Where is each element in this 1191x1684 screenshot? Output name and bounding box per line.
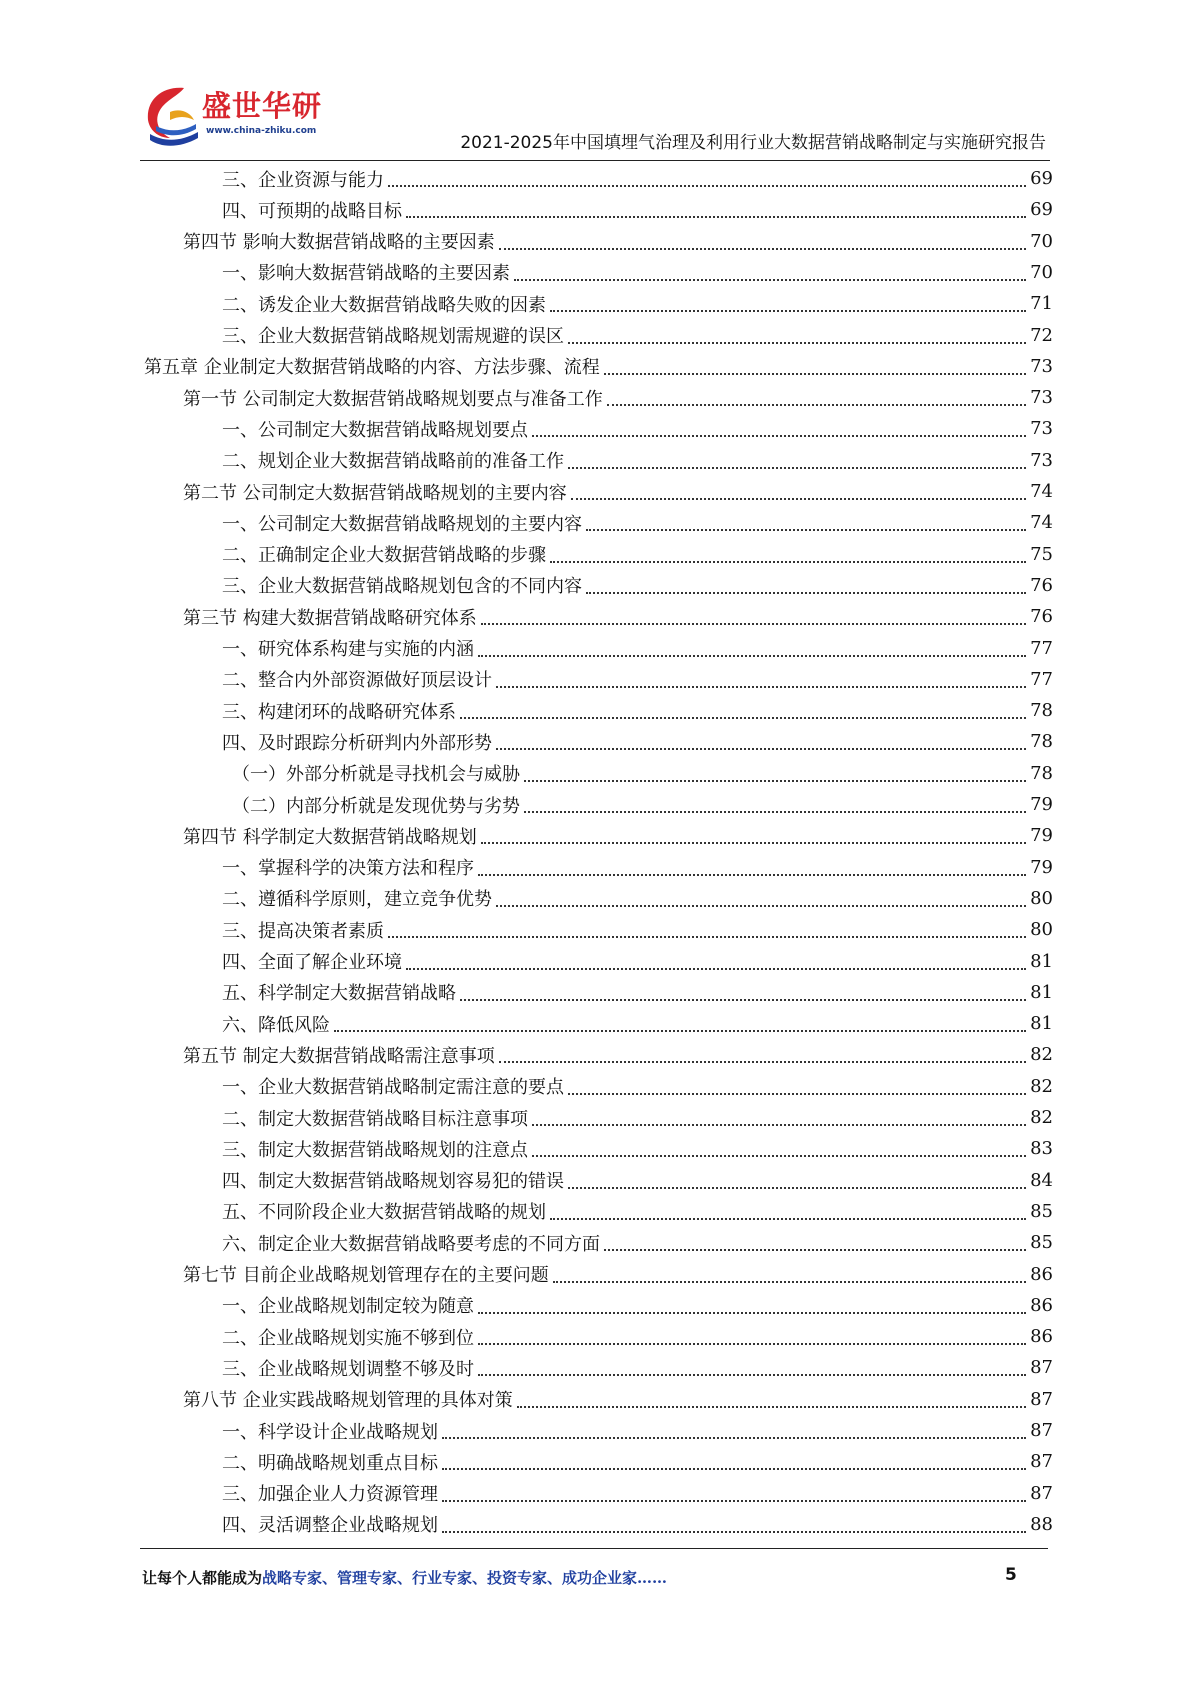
toc-dot-leader	[550, 309, 1026, 312]
toc-entry[interactable]	[0, 539, 1191, 570]
toc-entry-title: 三、企业大数据营销战略规划需规避的误区	[222, 326, 564, 347]
toc-entry[interactable]	[0, 445, 1191, 476]
toc-entry[interactable]	[0, 1008, 1191, 1039]
toc-entry-title: 二、整合内外部资源做好顶层设计	[222, 670, 492, 692]
toc-entry-title: 一、掌握科学的决策方法和程序	[222, 858, 474, 880]
toc-dot-leader	[550, 560, 1026, 563]
toc-entry[interactable]	[0, 633, 1191, 664]
toc-entry[interactable]	[0, 413, 1191, 444]
toc-entry-title: 二、诱发企业大数据营销战略失败的因素	[222, 294, 546, 316]
toc-entry-title: 一、公司制定大数据营销战略规划的主要内容	[222, 513, 582, 535]
toc-entry[interactable]	[0, 320, 1191, 351]
toc-dot-leader	[568, 341, 1026, 344]
toc-dot-leader	[553, 1280, 1026, 1283]
toc-entry-title: 三、制定大数据营销战略规划的注意点	[222, 1139, 528, 1161]
toc-entry-page: 80	[1030, 887, 1053, 909]
toc-dot-leader	[460, 998, 1026, 1001]
toc-entry-title: 第三节 构建大数据营销战略研究体系	[183, 607, 477, 629]
toc-entry-page: 87	[1030, 1357, 1053, 1379]
toc-entry[interactable]	[0, 1321, 1191, 1352]
toc-entry[interactable]	[0, 1415, 1191, 1446]
toc-entry-title: 三、企业资源与能力	[222, 169, 384, 191]
toc-entry-title: 第五节 制定大数据营销战略需注意事项	[183, 1045, 495, 1067]
toc-dot-leader	[604, 1248, 1026, 1251]
toc-entry-page: 86	[1030, 1294, 1053, 1316]
toc-entry-page: 73	[1030, 355, 1053, 377]
toc-entry-title: 第四节 科学制定大数据营销战略规划	[183, 826, 477, 848]
toc-entry[interactable]	[0, 257, 1191, 288]
toc-dot-leader	[481, 622, 1026, 625]
toc-entry-page: 86	[1030, 1326, 1053, 1348]
toc-entry[interactable]	[0, 1352, 1191, 1383]
slogan-suffix: ……	[637, 1569, 668, 1587]
toc-entry-page: 69	[1030, 199, 1053, 221]
toc-entry-title: 第七节 目前企业战略规划管理存在的主要问题	[183, 1265, 549, 1286]
toc-entry-title: 第二节 公司制定大数据营销战略规划的主要内容	[183, 482, 567, 504]
toc-entry-page: 83	[1030, 1138, 1053, 1160]
toc-entry[interactable]	[0, 1039, 1191, 1070]
toc-entry[interactable]	[0, 946, 1191, 977]
toc-entry-title: 三、企业大数据营销战略规划包含的不同内容	[222, 576, 582, 598]
toc-entry[interactable]	[0, 351, 1191, 382]
toc-dot-leader	[499, 247, 1026, 250]
toc-dot-leader	[586, 591, 1026, 594]
toc-dot-leader	[496, 904, 1026, 907]
toc-entry-page: 72	[1030, 324, 1053, 346]
toc-dot-leader	[478, 1373, 1026, 1376]
toc-entry[interactable]	[0, 1478, 1191, 1509]
toc-entry-page: 81	[1030, 981, 1053, 1003]
toc-entry-title: 一、影响大数据营销战略的主要因素	[222, 263, 510, 285]
report-title: 2021-2025年中国填埋气治理及利用行业大数据营销战略制定与实施研究报告	[460, 133, 1046, 153]
toc-entry[interactable]	[0, 1446, 1191, 1477]
toc-entry[interactable]	[0, 1071, 1191, 1102]
toc-entry-page: 79	[1030, 856, 1053, 878]
toc-entry[interactable]	[0, 1102, 1191, 1133]
toc-dot-leader	[586, 528, 1026, 531]
company-logo	[140, 82, 330, 154]
toc-entry[interactable]	[0, 288, 1191, 319]
toc-entry[interactable]	[0, 570, 1191, 601]
toc-entry-page: 78	[1030, 731, 1053, 753]
toc-entry[interactable]	[0, 726, 1191, 757]
toc-entry[interactable]	[0, 1259, 1191, 1290]
toc-entry[interactable]	[0, 601, 1191, 632]
toc-dot-leader	[388, 184, 1026, 187]
toc-dot-leader	[532, 434, 1026, 437]
toc-entry-page: 73	[1030, 418, 1053, 440]
toc-entry[interactable]	[0, 1290, 1191, 1321]
toc-entry-title: 一、科学设计企业战略规划	[222, 1421, 438, 1443]
toc-entry[interactable]	[0, 1384, 1191, 1415]
toc-entry-page: 81	[1030, 1013, 1053, 1035]
toc-dot-leader	[478, 1342, 1026, 1345]
toc-entry-page: 77	[1030, 668, 1053, 690]
toc-entry-title: 三、企业战略规划调整不够及时	[222, 1358, 474, 1380]
toc-entry-page: 81	[1030, 950, 1053, 972]
toc-entry-title: 六、制定企业大数据营销战略要考虑的不同方面	[222, 1233, 600, 1255]
toc-entry[interactable]	[0, 820, 1191, 851]
toc-entry-title: 一、研究体系构建与实施的内涵	[222, 639, 474, 660]
toc-entry-title: 三、构建闭环的战略研究体系	[222, 701, 456, 723]
page-header	[0, 0, 1191, 160]
toc-entry[interactable]	[0, 476, 1191, 507]
toc-entry-page: 88	[1030, 1513, 1053, 1535]
toc-entry-page: 78	[1030, 762, 1053, 784]
toc-dot-leader	[460, 716, 1026, 719]
brand-url: www.china-zhiku.com	[206, 126, 317, 136]
toc-dot-leader	[568, 466, 1026, 469]
toc-entry[interactable]	[0, 1196, 1191, 1227]
toc-entry[interactable]	[0, 382, 1191, 413]
brand-name: 盛世华研	[202, 89, 323, 123]
toc-dot-leader	[532, 1154, 1026, 1157]
toc-entry-page: 75	[1030, 543, 1053, 565]
toc-dot-leader	[524, 779, 1026, 782]
toc-entry-title: 二、遵循科学原则，建立竞争优势	[222, 889, 492, 911]
toc-entry-title: 一、公司制定大数据营销战略规划要点	[222, 419, 528, 441]
toc-entry-page: 70	[1030, 261, 1053, 283]
toc-entry-title: 二、企业战略规划实施不够到位	[222, 1327, 474, 1349]
toc-entry-page: 73	[1030, 449, 1053, 471]
toc-entry-title: 一、企业大数据营销战略制定需注意的要点	[222, 1077, 564, 1099]
toc-entry[interactable]	[0, 1165, 1191, 1196]
toc-dot-leader	[478, 873, 1026, 876]
toc-entry-title: （一）外部分析就是寻找机会与威胁	[232, 764, 520, 786]
toc-entry-title: 第八节 企业实践战略规划管理的具体对策	[183, 1390, 513, 1412]
toc-entry[interactable]	[0, 507, 1191, 538]
toc-entry-title: 二、明确战略规划重点目标	[222, 1452, 438, 1474]
toc-entry-title: 一、企业战略规划制定较为随意	[222, 1296, 474, 1318]
toc-dot-leader	[442, 1499, 1026, 1502]
toc-dot-leader	[568, 1186, 1026, 1189]
toc-entry[interactable]	[0, 695, 1191, 726]
toc-entry-title: 四、全面了解企业环境	[222, 952, 402, 973]
toc-dot-leader	[406, 967, 1026, 970]
toc-entry-page: 87	[1030, 1388, 1053, 1410]
toc-dot-leader	[478, 654, 1026, 657]
toc-entry[interactable]	[0, 194, 1191, 225]
footer-divider	[140, 1548, 1048, 1549]
toc-entry[interactable]	[0, 789, 1191, 820]
toc-entry-title: 二、正确制定企业大数据营销战略的步骤	[222, 545, 546, 567]
toc-dot-leader	[517, 1405, 1026, 1408]
toc-entry-title: 二、制定大数据营销战略目标注意事项	[222, 1108, 528, 1130]
toc-entry-page: 87	[1030, 1482, 1053, 1504]
toc-entry[interactable]	[0, 852, 1191, 883]
toc-dot-leader	[571, 497, 1026, 500]
toc-entry-title: 四、灵活调整企业战略规划	[222, 1515, 438, 1537]
toc-entry-page: 70	[1030, 230, 1053, 252]
toc-entry-title: 六、降低风险	[222, 1014, 330, 1036]
toc-entry-title: （二）内部分析就是发现优势与劣势	[232, 795, 520, 817]
toc-entry-page: 82	[1030, 1044, 1053, 1066]
toc-entry-page: 85	[1030, 1200, 1053, 1222]
toc-entry-page: 77	[1030, 637, 1053, 659]
toc-dot-leader	[524, 810, 1026, 813]
toc-dot-leader	[496, 747, 1026, 750]
toc-entry-title: 四、可预期的战略目标	[222, 200, 402, 222]
toc-entry-page: 84	[1030, 1169, 1053, 1191]
toc-entry-page: 80	[1030, 919, 1053, 941]
slogan-prefix: 让每个人都能成为	[142, 1569, 263, 1587]
toc-entry-page: 73	[1030, 387, 1053, 409]
toc-entry[interactable]	[0, 163, 1191, 194]
toc-dot-leader	[406, 215, 1026, 218]
logo-emblem-icon	[140, 82, 204, 152]
toc-entry-page: 87	[1030, 1451, 1053, 1473]
toc-entry-title: 五、不同阶段企业大数据营销战略的规划	[222, 1202, 546, 1224]
toc-entry[interactable]	[0, 977, 1191, 1008]
toc-entry-page: 79	[1030, 825, 1053, 847]
toc-dot-leader	[532, 1123, 1026, 1126]
header-divider	[140, 160, 1050, 161]
toc-entry[interactable]	[0, 914, 1191, 945]
toc-entry-page: 74	[1030, 512, 1053, 534]
toc-entry-title: 三、加强企业人力资源管理	[222, 1484, 438, 1506]
toc-entry-page: 76	[1030, 574, 1053, 596]
toc-entry[interactable]	[0, 758, 1191, 789]
toc-entry-title: 四、及时跟踪分析研判内外部形势	[222, 732, 492, 754]
slogan-highlight: 战略专家、管理专家、行业专家、投资专家、成功企业家	[262, 1569, 638, 1587]
toc-dot-leader	[481, 841, 1026, 844]
toc-entry[interactable]	[0, 883, 1191, 914]
toc-entry[interactable]	[0, 1509, 1191, 1540]
toc-dot-leader	[442, 1467, 1026, 1470]
footer-slogan	[142, 1567, 667, 1588]
toc-dot-leader	[499, 1060, 1026, 1063]
toc-dot-leader	[607, 403, 1026, 406]
toc-entry-page: 85	[1030, 1232, 1053, 1254]
toc-entry-page: 82	[1030, 1075, 1053, 1097]
toc-entry[interactable]	[0, 226, 1191, 257]
toc-entry-title: 二、规划企业大数据营销战略前的准备工作	[222, 451, 564, 473]
toc-entry-page: 76	[1030, 606, 1053, 628]
toc-dot-leader	[442, 1530, 1026, 1533]
toc-entry-title: 四、制定大数据营销战略规划容易犯的错误	[222, 1171, 564, 1193]
toc-entry-page: 82	[1030, 1107, 1053, 1128]
toc-entry-title: 五、科学制定大数据营销战略	[222, 983, 456, 1005]
toc-entry-page: 79	[1030, 794, 1053, 815]
toc-entry-page: 71	[1030, 293, 1053, 315]
toc-dot-leader	[388, 935, 1026, 938]
toc-dot-leader	[604, 372, 1026, 375]
toc-dot-leader	[334, 1029, 1026, 1032]
toc-entry-title: 第五章 企业制定大数据营销战略的内容、方法步骤、流程	[144, 357, 600, 379]
toc-entry-title: 第四节 影响大数据营销战略的主要因素	[183, 232, 495, 254]
toc-dot-leader	[478, 1311, 1026, 1314]
toc-entry-page: 69	[1030, 168, 1053, 189]
toc-entry-title: 第一节 公司制定大数据营销战略规划要点与准备工作	[183, 388, 603, 410]
toc-entry-page: 86	[1030, 1263, 1053, 1285]
toc-entry[interactable]	[0, 1133, 1191, 1164]
toc-entry-page: 87	[1030, 1420, 1053, 1441]
toc-dot-leader	[514, 278, 1026, 281]
toc-entry-page: 78	[1030, 700, 1053, 722]
toc-entry-page: 74	[1030, 481, 1053, 502]
toc-dot-leader	[442, 1436, 1026, 1439]
toc-dot-leader	[496, 685, 1026, 688]
toc-entry-title: 三、提高决策者素质	[222, 920, 384, 942]
page-number: 5	[1005, 1565, 1017, 1585]
toc-dot-leader	[568, 1092, 1026, 1095]
toc-entry[interactable]	[0, 664, 1191, 695]
toc-dot-leader	[550, 1217, 1026, 1220]
toc-entry[interactable]	[0, 1227, 1191, 1258]
